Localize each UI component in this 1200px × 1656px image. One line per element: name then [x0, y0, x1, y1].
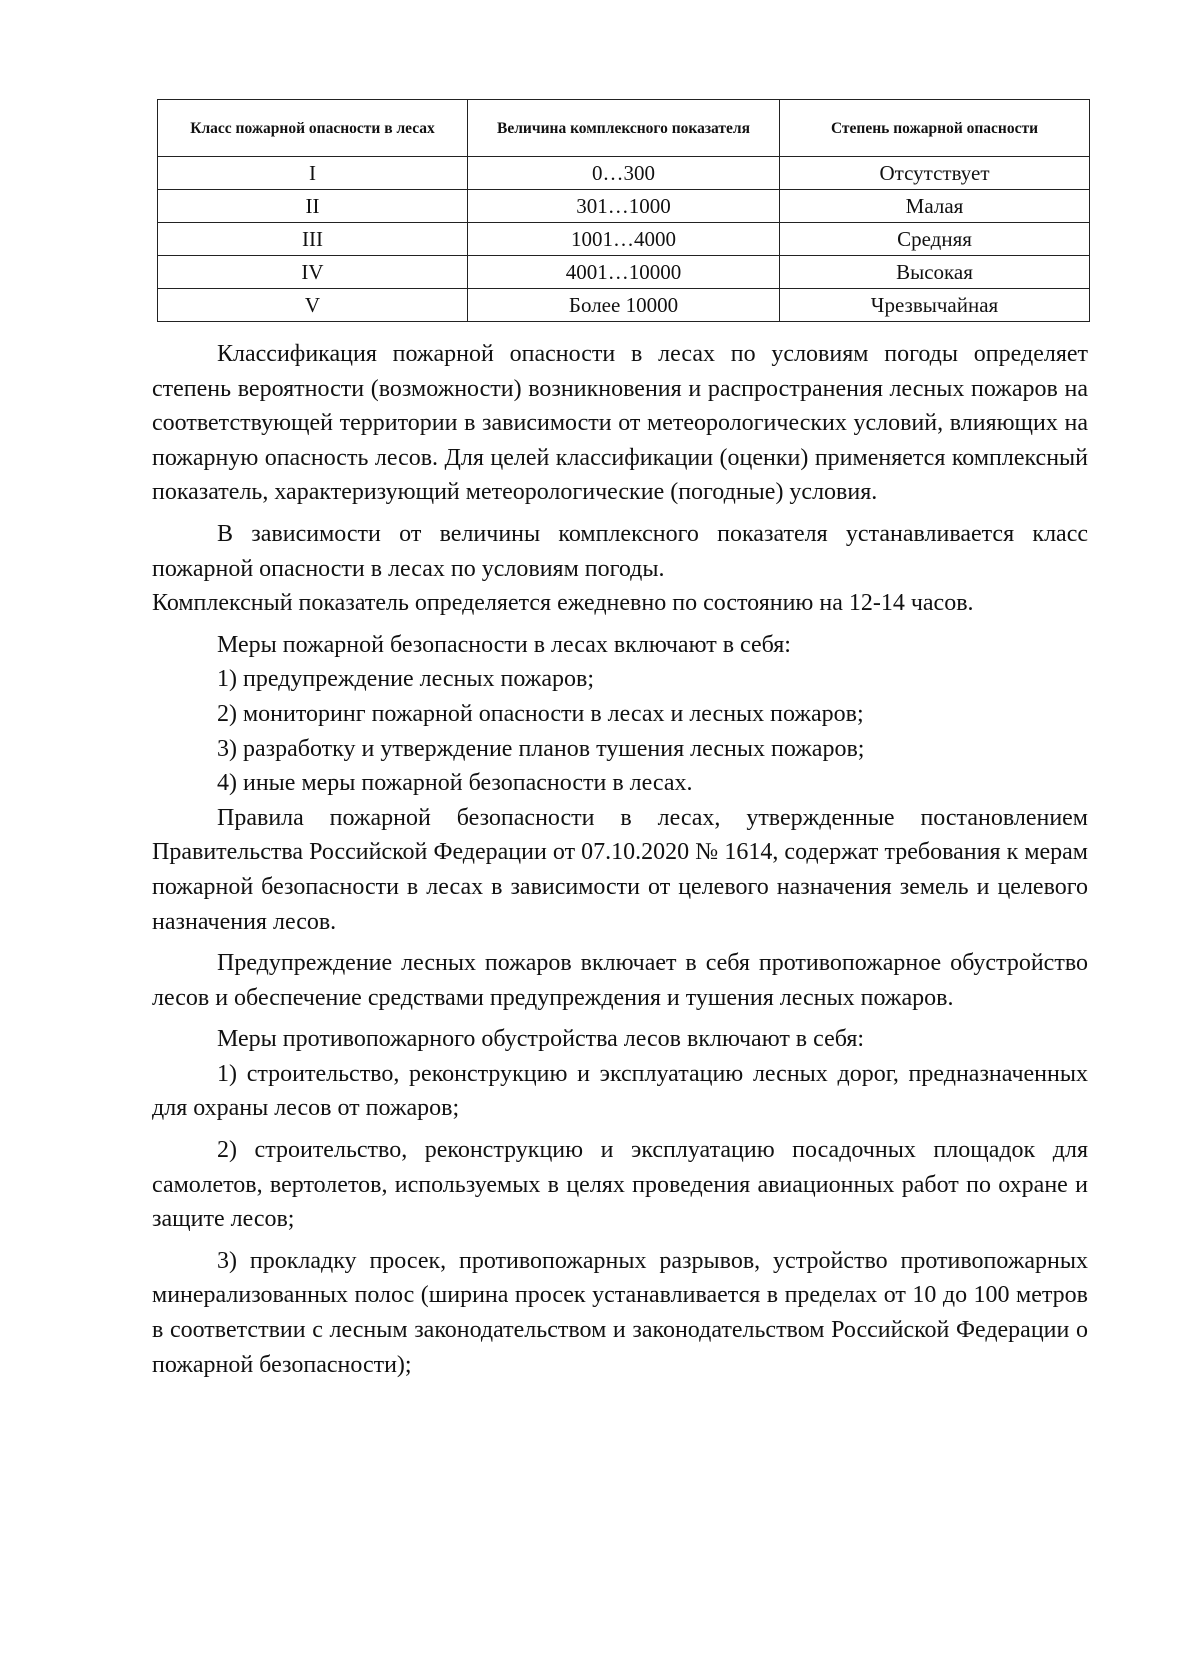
table-cell-value: Более 10000	[468, 289, 780, 322]
table-cell-class: IV	[158, 256, 468, 289]
list-item: 1) предупреждение лесных пожаров;	[217, 666, 594, 693]
paragraph-arrangement-intro: Меры противопожарного обустройства лесов включают в себя:	[217, 1026, 865, 1053]
header-class: Класс пожарной опасности в лесах	[158, 100, 468, 157]
table-cell-value: 1001…4000	[468, 223, 780, 256]
table-cell-class: I	[158, 157, 468, 190]
body-text	[152, 337, 1088, 1382]
table-cell-value: 0…300	[468, 157, 780, 190]
table-row	[158, 190, 1090, 223]
table-cell-degree: Высокая	[780, 256, 1090, 289]
table-cell-value: 301…1000	[468, 190, 780, 223]
table-cell-degree: Малая	[780, 190, 1090, 223]
table-cell-degree: Отсутствует	[780, 157, 1090, 190]
paragraph-daily-index: Комплексный показатель определяется ежедневно по состоянию на 12-14 часов.	[152, 590, 974, 617]
table-row	[158, 256, 1090, 289]
paragraph-class-dependency: В зависимости от величины комплексного показателя устанавливается класс пожарной опасности в лесах по условиям погоды.	[152, 520, 1088, 582]
paragraph-rules: Правила пожарной безопасности в лесах, утвержденные постановлением Правительства Российской Федерации от 07.10.2020 № 1614, содержат требования к мерам пожарной безопасности в лесах в зависимости от целевого назначения земель и целевого назначения лесов.	[152, 804, 1088, 935]
fire-danger-class-table	[157, 99, 1090, 322]
table-cell-class: II	[158, 190, 468, 223]
table-cell-class: V	[158, 289, 468, 322]
table-cell-value: 4001…10000	[468, 256, 780, 289]
paragraph-measures-intro: Меры пожарной безопасности в лесах включают в себя:	[217, 631, 791, 658]
header-danger-degree: Степень пожарной опасности	[780, 100, 1090, 157]
list-item: 4) иные меры пожарной безопасности в лесах.	[217, 770, 693, 797]
list-item: 2) строительство, реконструкцию и эксплуатацию посадочных площадок для самолетов, вертолетов, используемых в целях проведения авиационных работ по охране и защите лесов;	[152, 1137, 1088, 1233]
header-index-value: Величина комплексного показателя	[468, 100, 780, 157]
table-row	[158, 223, 1090, 256]
table-cell-class: III	[158, 223, 468, 256]
paragraph-classification: Классификация пожарной опасности в лесах по условиям погоды определяет степень вероятности (возможности) возникновения и распространения лесных пожаров на соответствующей территории в зависимости от метеорологических условий, влияющих на пожарную опасность лесов. Для целей классификации (оценки) применяется комплексный показатель, характеризующий метеорологические (погодные) условия.	[152, 341, 1088, 506]
table-row	[158, 289, 1090, 322]
table-header-row	[158, 100, 1090, 157]
list-item: 3) прокладку просек, противопожарных разрывов, устройство противопожарных минерализованных полос (ширина просек устанавливается в пределах от 10 до 100 метров в соответствии с лесным законодательством и законодательством Российской Федерации о пожарной безопасности);	[152, 1247, 1088, 1378]
list-item: 2) мониторинг пожарной опасности в лесах и лесных пожаров;	[217, 700, 864, 727]
list-item: 3) разработку и утверждение планов тушения лесных пожаров;	[217, 735, 865, 762]
table-cell-degree: Чрезвычайная	[780, 289, 1090, 322]
table-cell-degree: Средняя	[780, 223, 1090, 256]
table-row	[158, 157, 1090, 190]
list-item: 1) строительство, реконструкцию и эксплуатацию лесных дорог, предназначенных для охраны лесов от пожаров;	[152, 1060, 1088, 1122]
paragraph-prevention: Предупреждение лесных пожаров включает в себя противопожарное обустройство лесов и обеспечение средствами предупреждения и тушения лесных пожаров.	[152, 950, 1088, 1011]
